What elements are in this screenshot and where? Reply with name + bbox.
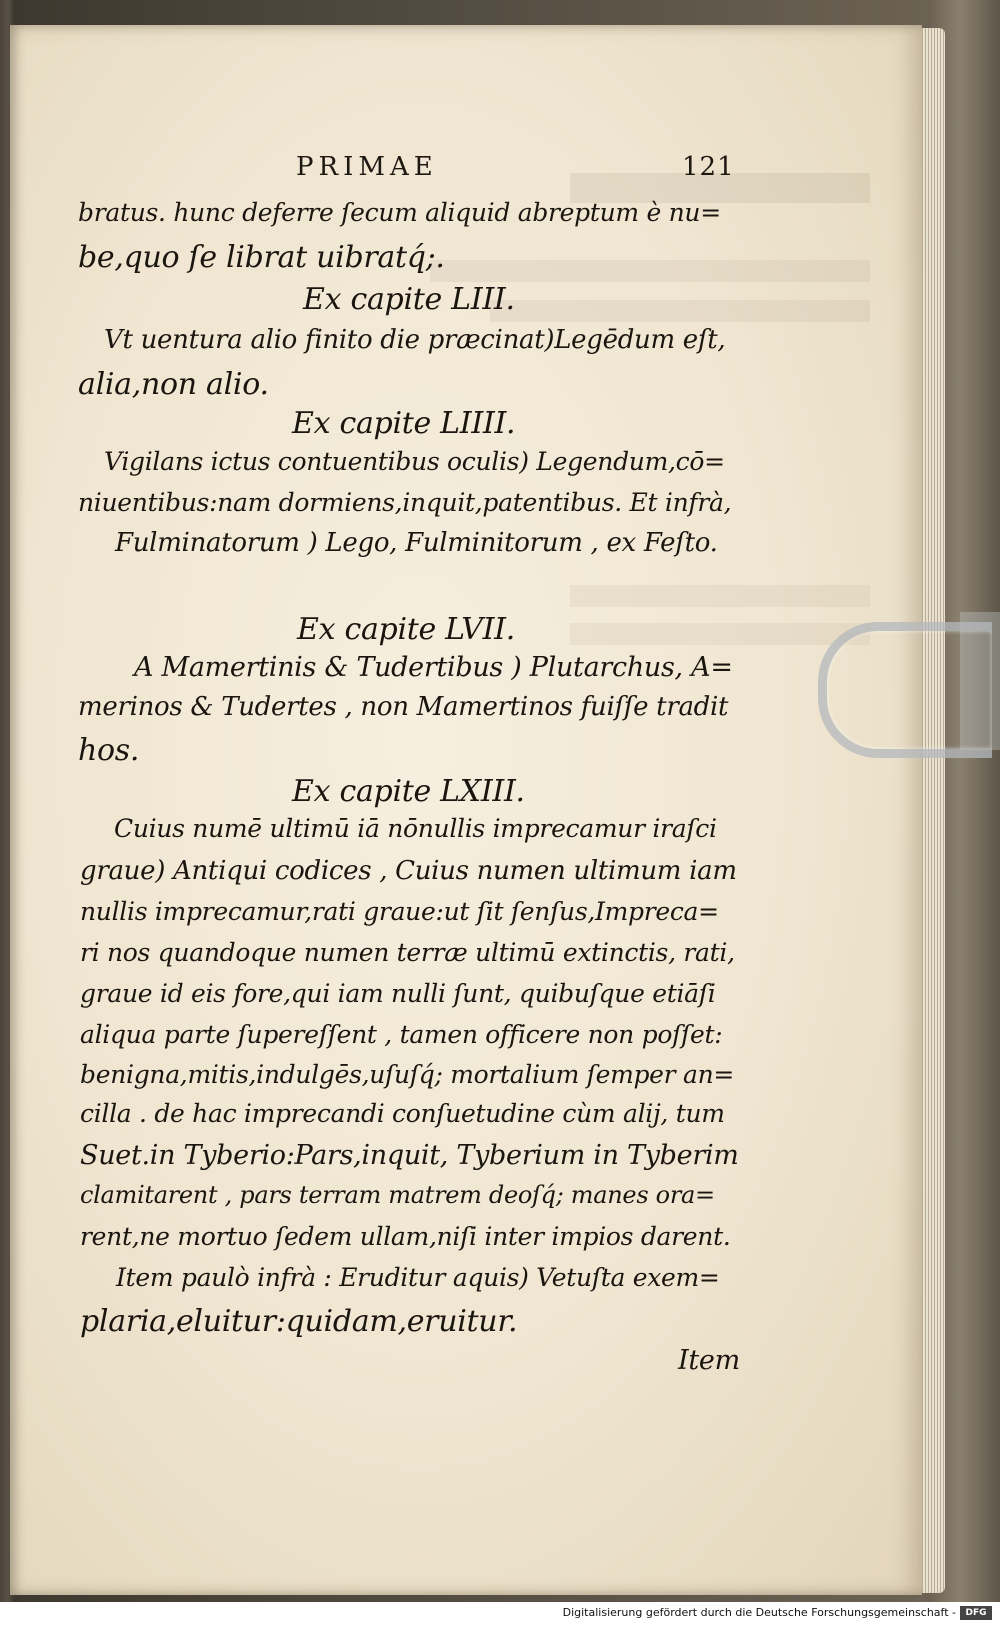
text-line: graue id eis fore,qui iam nulli ſunt, quibuſque etiāſi <box>80 979 716 1008</box>
text-line: merinos & Tudertes , non Mamertinos fuiſſe tradit <box>78 692 729 722</box>
bleed-through <box>570 623 870 645</box>
text-line: Cuius numē ultimū iā nōnullis imprecamur iraſci <box>114 814 717 843</box>
footer-bar <box>0 1602 1000 1625</box>
section-heading: Ex capite LVII. <box>297 612 515 647</box>
footer-credit: Digitalisierung gefördert durch die Deutsche Forschungsgemeinschaft - <box>562 1606 956 1619</box>
text-line: nullis imprecamur,rati graue:ut ſit ſenſus,Impreca= <box>80 897 719 926</box>
section-heading: Ex capite LXIII. <box>292 774 525 809</box>
text-line: A Mamertinis & Tudertibus ) Plutarchus, A= <box>134 652 733 683</box>
text-line: benigna,mitis,indulgēs,uſuſq́; mortalium ſemper an= <box>80 1060 735 1089</box>
text-line: ri nos quandoque numen terræ ultimū extinctis, rati, <box>80 938 735 967</box>
text-line: plaria,eluitur:quidam,eruitur. <box>80 1304 518 1339</box>
section-heading: Ex capite LIIII. <box>292 406 516 441</box>
text-line: Vigilans ictus contuentibus oculis) Legendum,cō= <box>104 447 725 476</box>
text-line: rent,ne mortuo ſedem ullam,niſi inter impios darent. <box>80 1222 731 1251</box>
text-line: Suet.in Tyberio:Pars,inquit, Tyberium in Tyberim <box>80 1140 739 1171</box>
page-number: 121 <box>682 152 735 182</box>
text-line: graue) Antiqui codices , Cuius numen ultimum iam <box>80 856 737 886</box>
text-line: clamitarent , pars terram matrem deoſq́; manes ora= <box>80 1181 715 1209</box>
text-line: alia,non alio. <box>78 367 269 402</box>
text-line: bratus. hunc deferre ſecum aliquid abreptum è nu= <box>78 198 721 227</box>
text-line: niuentibus:nam dormiens,inquit,patentibus. Et infrà, <box>78 488 732 517</box>
section-heading: Ex capite LIII. <box>303 282 515 317</box>
text-line: be,quo ſe librat uibratq́;. <box>78 240 445 275</box>
text-line: cilla . de hac imprecandi conſuetudine cùm alij, tum <box>80 1099 725 1128</box>
dfg-logo: DFG <box>960 1606 992 1620</box>
bleed-through <box>570 585 870 607</box>
text-line: aliqua parte ſupereſſent , tamen officere non poſſet: <box>80 1020 723 1049</box>
running-title: PRIMAE <box>296 152 438 182</box>
bleed-through <box>430 260 870 282</box>
text-line: hos. <box>78 733 140 768</box>
bookmark-clip <box>818 622 992 758</box>
text-line: Item paulò infrà : Eruditur aquis) Vetuſta exem= <box>116 1263 720 1292</box>
text-line: Fulminatorum ) Lego, Fulminitorum , ex Feſto. <box>115 528 718 558</box>
bleed-through <box>490 300 870 322</box>
text-line: Vt uentura alio finito die præcinat)Legēdum eſt, <box>104 325 726 355</box>
catchword: Item <box>678 1345 740 1376</box>
